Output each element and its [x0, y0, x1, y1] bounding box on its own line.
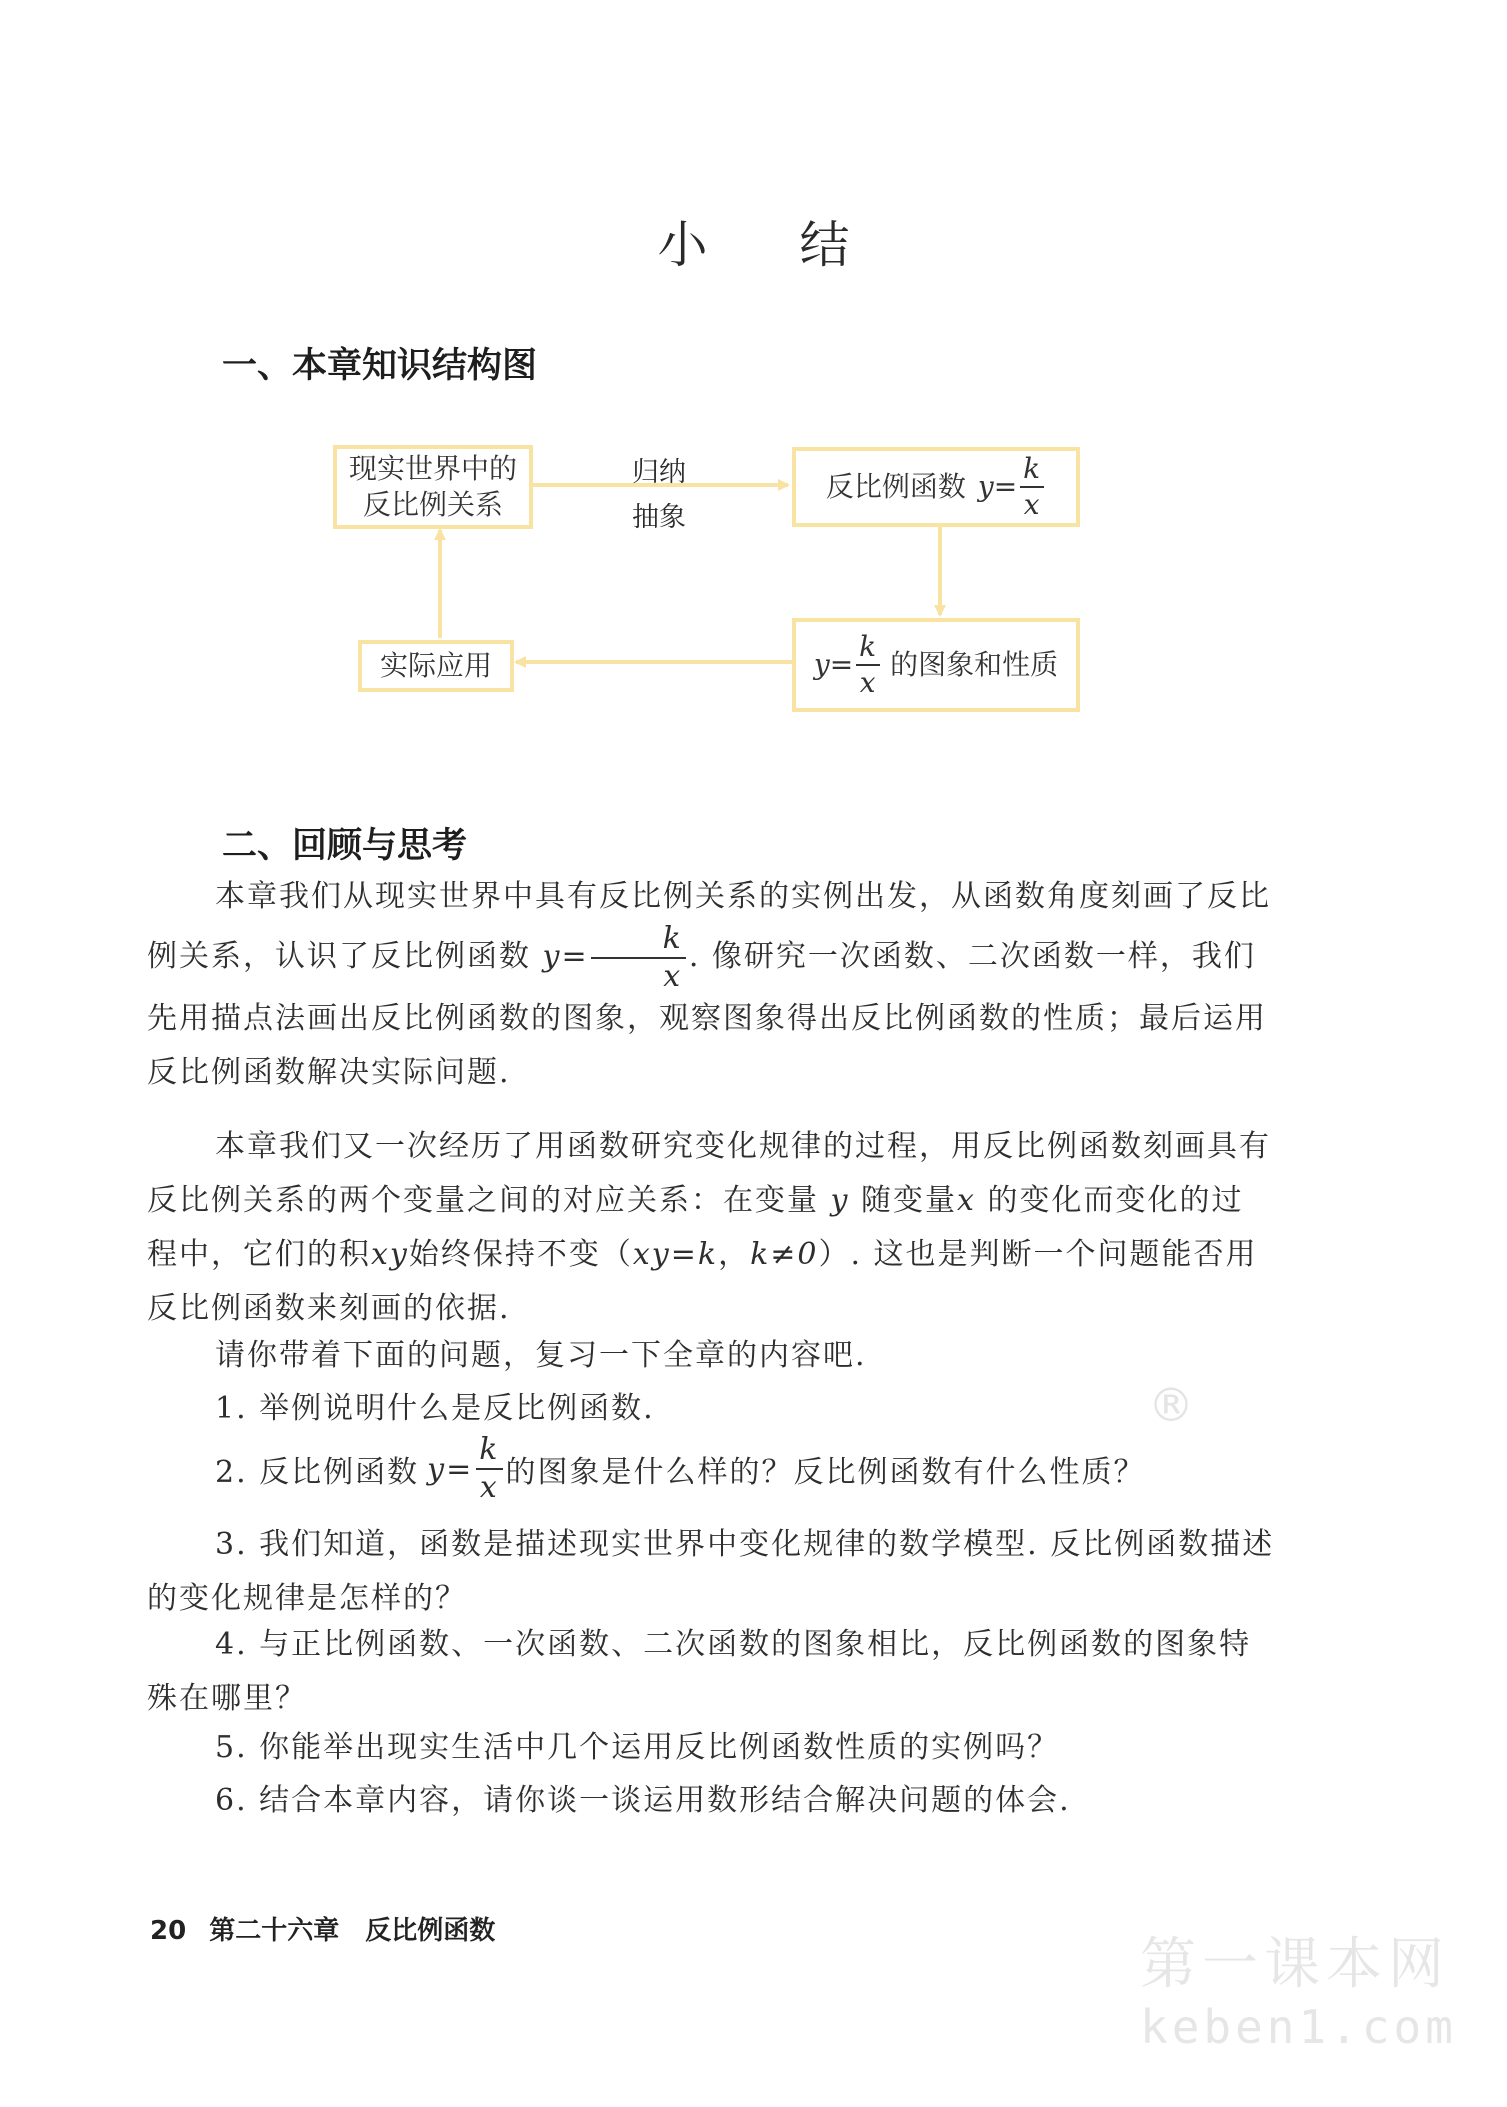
arrow-label-abstract: 抽象 [632, 502, 686, 533]
arrow-label-induce: 归纳 [632, 457, 686, 488]
section-2-heading: 二、回顾与思考 [222, 826, 468, 866]
page-footer [150, 1910, 495, 1947]
question-4: 4. 与正比例函数、一次函数、二次函数的图象相比，反比例函数的图象特殊在哪里？ [147, 1627, 1252, 1716]
box-graph-properties: y = $\frac{k}{x}$ 的图象和性质 [792, 618, 1080, 712]
question-1: 1. 举例说明什么是反比例函数. [215, 1391, 655, 1426]
paragraph-1: 本章我们从现实世界中具有反比例关系的实例出发，从函数角度刻画了反比例关系，认识了反比例函数 y= $\frac{k}{x}$ . 像研究一次函数、二次函数一样，我们先用描点法画出反比例函数的图象，观察图象得出反比例函数的性质；最后运用反比例函数解决实际问题. [147, 879, 1271, 1090]
registered-mark: ® [1148, 1378, 1194, 1432]
box-practical-application: 实际应用 [358, 640, 514, 692]
fraction-k-over-x: $\frac{k}{x}$ [475, 1435, 503, 1503]
question-6: 6. 结合本章内容，请你谈一谈运用数形结合解决问题的体会. [215, 1783, 1071, 1818]
box-real-world-relation: 现实世界中的 反比例关系 [333, 445, 533, 529]
fraction-k-over-x: $\frac{k}{x}$ [591, 924, 687, 992]
box-inverse-function: 反比例函数 y = $\frac{k}{x}$ [792, 447, 1080, 527]
section-1-heading: 一、本章知识结构图 [222, 346, 538, 386]
question-5: 5. 你能举出现实生活中几个运用反比例函数性质的实例吗？ [215, 1730, 1060, 1765]
fraction-k-over-x: $\frac{k}{x}$ [1019, 455, 1044, 519]
question-2: 2. 反比例函数 y = $\frac{k}{x}$ 的图象是什么样的？反比例函数有什么性质？ [215, 1432, 1146, 1505]
question-3: 3. 我们知道，函数是描述现实世界中变化规律的数学模型. 反比例函数描述的变化规律是怎样的？ [147, 1527, 1275, 1616]
fraction-k-over-x: $\frac{k}{x}$ [855, 633, 880, 697]
diagram-arrows [0, 0, 1507, 760]
knowledge-structure-diagram [0, 0, 1507, 760]
chapter-title: 第二十六章 反比例函数 [209, 1916, 496, 1946]
paragraph-3: 请你带着下面的问题，复习一下全章的内容吧. [215, 1338, 867, 1373]
site-watermark-cn: 第一课本网 [1140, 1932, 1450, 1997]
paragraph-2: 本章我们又一次经历了用函数研究变化规律的过程，用反比例函数刻画具有反比例关系的两个变量之间的对应关系：在变量 y 随变量x 的变化而变化的过程中，它们的积xy始终保持不变（xy=k，k≠0）. 这也是判断一个问题能否用反比例函数来刻画的依据. [147, 1129, 1271, 1326]
page-number: 20 [150, 1916, 187, 1946]
page-title: 小 结 [657, 216, 850, 274]
site-watermark-en: keben1.com [1140, 2000, 1457, 2054]
